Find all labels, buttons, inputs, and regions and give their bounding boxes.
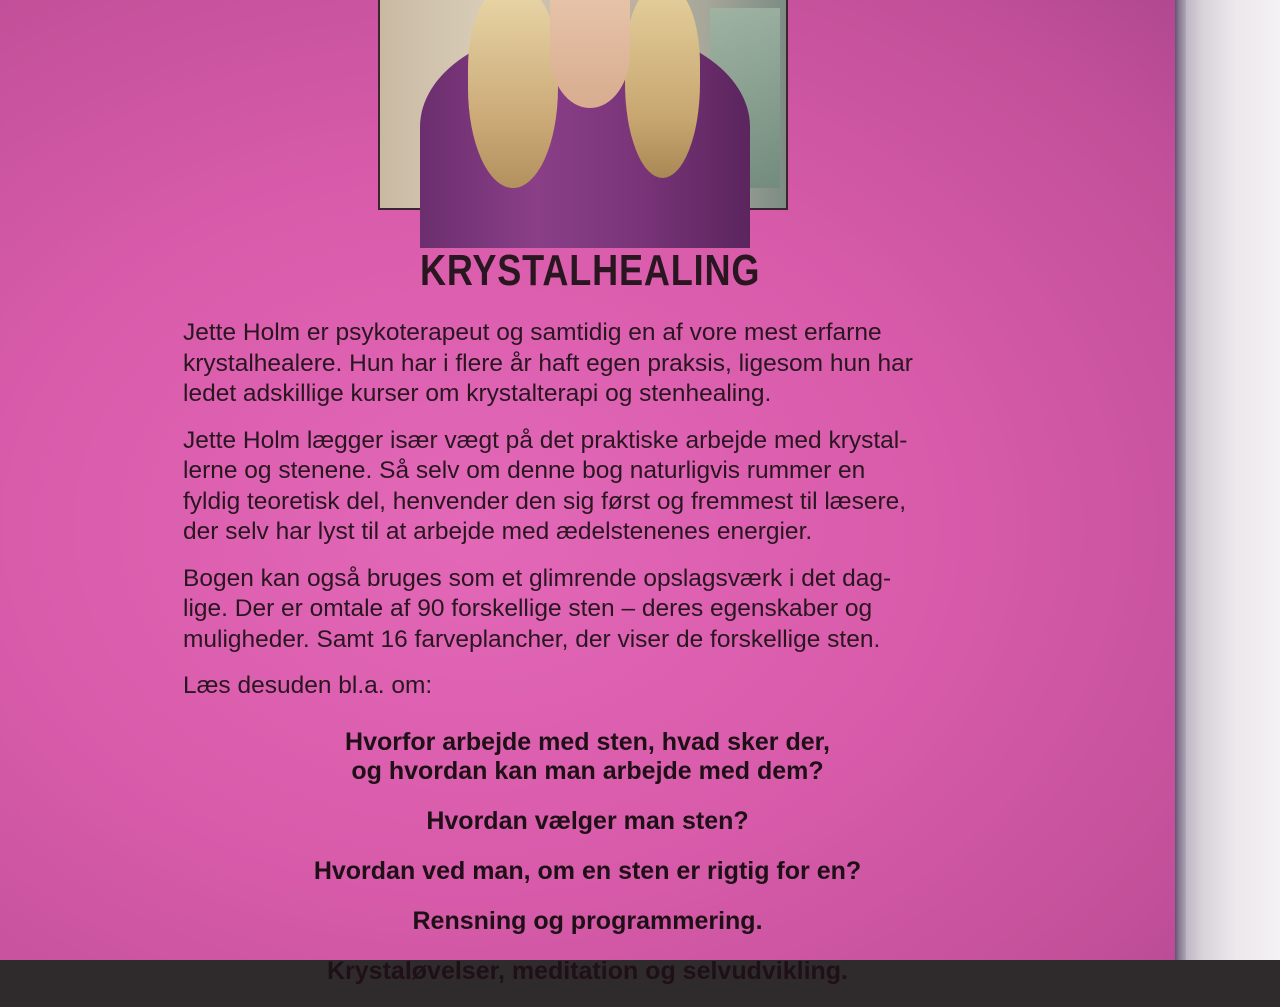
text-line: muligheder. Samt 16 farveplancher, der viser de forskellige sten. <box>183 625 881 653</box>
text-line: krystalhealere. Hun har i flere år haft egen praksis, ligesom hun har <box>183 349 913 377</box>
photo-neck <box>550 0 630 108</box>
paragraph-1 <box>183 318 1043 410</box>
text-line: lige. Der er omtale af 90 forskellige sten – deres egenskaber og <box>183 595 873 622</box>
paragraph-3 <box>183 564 1043 656</box>
question-line: Hvorfor arbejde med sten, hvad sker der, <box>345 728 830 756</box>
question-item <box>0 907 1175 936</box>
text-line: Læs desuden bl.a. om: <box>183 672 433 699</box>
background-edge <box>1170 0 1280 960</box>
description-text <box>183 318 1043 718</box>
text-line: fyldig teoretisk del, henvender den sig først og fremmest til læsere, <box>183 487 907 515</box>
text-line: Jette Holm lægger især vægt på det praktiske arbejde med krystal- <box>183 426 908 454</box>
author-photo <box>378 0 788 210</box>
question-line: og hvordan kan man arbejde med dem? <box>351 757 824 785</box>
paragraph-4 <box>183 671 1043 702</box>
text-line: der selv har lyst til at arbejde med ædelstenenes energier. <box>183 518 813 545</box>
question-list <box>0 728 1175 1007</box>
text-line: lerne og stenene. Så selv om denne bog naturligvis rummer en <box>183 457 866 484</box>
question-item <box>0 957 1175 986</box>
question-line: Krystaløvelser, meditation og selvudvikling. <box>327 957 848 985</box>
text-line: Jette Holm er psykoterapeut og samtidig en af vore mest erfarne <box>183 319 882 346</box>
question-line: Rensning og programmering. <box>412 907 763 935</box>
text-line: ledet adskillige kurser om krystalterapi og stenhealing. <box>183 380 772 407</box>
question-item <box>0 807 1175 836</box>
text-line: Bogen kan også bruges som et glimrende opslagsværk i det dag- <box>183 564 892 592</box>
question-line: Hvordan vælger man sten? <box>426 807 749 835</box>
question-line: Hvordan ved man, om en sten er rigtig for en? <box>313 857 862 885</box>
question-item <box>0 857 1175 886</box>
paragraph-2 <box>183 426 1043 548</box>
book-title: KRYSTALHEALING <box>419 246 761 295</box>
question-item <box>0 728 1175 786</box>
